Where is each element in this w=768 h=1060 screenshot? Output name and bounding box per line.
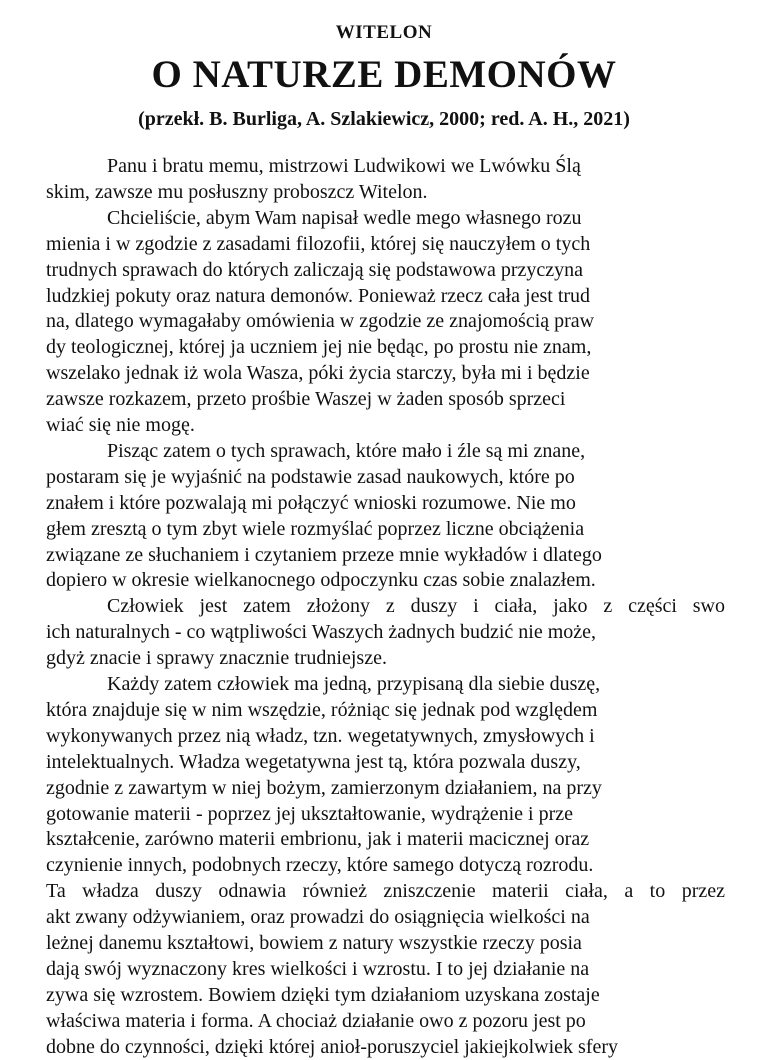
text-line bbox=[0, 749, 768, 775]
text-line bbox=[0, 801, 768, 827]
text-line-content: związane ze słuchaniem i czytaniem przeze mnie wykładów i dlatego bbox=[46, 543, 602, 566]
text-line-content: dopiero w okresie wielkanocnego odpoczynku czas sobie znalazłem. bbox=[46, 569, 596, 592]
text-line-content: zgodnie z zawartym w niej bożym, zamierzonym działaniem, na przy bbox=[46, 776, 602, 799]
text-line-content: dobne do czynności, dzięki której anioł-poruszyciel jakiejkolwiek sfery bbox=[46, 1035, 619, 1058]
text-line bbox=[0, 852, 768, 878]
author-heading: WITELON bbox=[335, 22, 433, 43]
text-line bbox=[0, 257, 768, 283]
text-line bbox=[0, 904, 768, 930]
text-line bbox=[0, 334, 768, 360]
text-line-content: głem zresztą o tym zbyt wiele rozmyślać poprzez liczne obciążenia bbox=[46, 517, 585, 540]
text-line bbox=[0, 775, 768, 801]
text-line-content: leżnej danemu kształtowi, bowiem z natury wszystkie rzeczy posia bbox=[46, 932, 582, 954]
text-line bbox=[0, 1008, 768, 1034]
text-line-content: gdyż znacie i sprawy znacznie trudniejsze. bbox=[46, 647, 387, 670]
text-line bbox=[0, 179, 768, 205]
text-line bbox=[0, 205, 768, 231]
text-line-content: zawsze rozkazem, przeto prośbie Waszej w żaden sposób sprzeci bbox=[46, 388, 566, 411]
text-line bbox=[0, 438, 768, 464]
document-title: O NATURZE DEMONÓW bbox=[151, 53, 617, 96]
text-line bbox=[0, 360, 768, 386]
text-line bbox=[0, 723, 768, 749]
text-line bbox=[0, 464, 768, 490]
text-line-content: Pisząc zatem o tych sprawach, które mało i źle są mi znane, bbox=[107, 439, 586, 462]
text-line-content: zywa się wzrostem. Bowiem dzięki tym działaniom uzyskana zostaje bbox=[46, 983, 600, 1006]
text-line bbox=[0, 412, 768, 438]
text-line-content: Każdy zatem człowiek ma jedną, przypisaną dla siebie duszę, bbox=[107, 673, 601, 695]
text-line bbox=[0, 308, 768, 334]
text-line bbox=[0, 956, 768, 982]
text-line-content: dy teologicznej, której ja uczniem jej nie będąc, po prostu nie znam, bbox=[46, 336, 592, 359]
text-line-content: trudnych sprawach do których zaliczają się podstawowa przyczyna bbox=[46, 258, 584, 281]
text-line bbox=[0, 490, 768, 516]
text-line bbox=[0, 930, 768, 956]
text-line-content: Panu i bratu memu, mistrzowi Ludwikowi we Lwówku Ślą bbox=[107, 155, 581, 177]
text-line bbox=[0, 619, 768, 645]
text-line-content: kształcenie, zarówno materii embrionu, jak i materii macicznej oraz bbox=[46, 828, 590, 851]
text-line bbox=[0, 386, 768, 412]
text-line-content: wiać się nie mogę. bbox=[46, 414, 195, 436]
text-line bbox=[0, 283, 768, 309]
text-line-content: znałem i które pozwalają mi połączyć wnioski rozumowe. Nie mo bbox=[46, 491, 576, 514]
text-line bbox=[0, 153, 768, 179]
text-line-content: wykonywanych przez nią władz, tzn. wegetatywnych, zmysłowych i bbox=[46, 724, 595, 747]
text-line-content: ludzkiej pokuty oraz natura demonów. Ponieważ rzecz cała jest trud bbox=[46, 284, 591, 307]
text-line bbox=[0, 697, 768, 723]
text-line-content: wszelako jednak iż wola Wasza, póki życia starczy, była mi i będzie bbox=[46, 362, 590, 385]
text-line-content: właściwa materia i forma. A chociaż działanie owo z pozoru jest po bbox=[46, 1009, 586, 1032]
text-line-content: ich naturalnych - co wątpliwości Waszych żadnych budzić nie może, bbox=[46, 621, 597, 644]
text-line bbox=[0, 826, 768, 852]
text-line bbox=[0, 1034, 768, 1060]
text-line-content: Człowiek jest zatem złożony z duszy i ciała, jako z części swo bbox=[107, 595, 725, 618]
text-line-content: która znajduje się w nim wszędzie, różniąc się jednak pod względem bbox=[46, 698, 598, 721]
text-line-content: Chcieliście, abym Wam napisał wedle mego własnego rozu bbox=[107, 206, 582, 229]
text-line bbox=[0, 593, 768, 619]
text-line-content: mienia i w zgodzie z zasadami filozofii, której się nauczyłem o tych bbox=[46, 232, 591, 255]
text-line-content: postaram się je wyjaśnić na podstawie zasad naukowych, które po bbox=[46, 465, 575, 488]
text-line-content: skim, zawsze mu posłuszny proboszcz Witelon. bbox=[46, 180, 428, 203]
text-line bbox=[0, 231, 768, 257]
text-line bbox=[0, 567, 768, 593]
text-line bbox=[0, 878, 768, 904]
text-line-content: gotowanie materii - poprzez jej ukształtowanie, wydrążenie i prze bbox=[46, 802, 573, 825]
text-line-content: intelektualnych. Władza wegetatywna jest tą, która pozwala duszy, bbox=[46, 750, 581, 773]
text-line bbox=[0, 516, 768, 542]
text-line bbox=[0, 671, 768, 697]
translation-credits: (przekł. B. Burliga, A. Szlakiewicz, 2000; red. A. H., 2021) bbox=[138, 108, 630, 130]
text-line bbox=[0, 542, 768, 568]
text-line bbox=[0, 982, 768, 1008]
text-line bbox=[0, 645, 768, 671]
text-line-content: Ta władza duszy odnawia również zniszczenie materii ciała, a to przez bbox=[46, 880, 725, 903]
text-line-content: na, dlatego wymagałaby omówienia w zgodzie ze znajomością praw bbox=[46, 310, 595, 333]
text-line-content: czynienie innych, podobnych rzeczy, które samego dotyczą rozrodu. bbox=[46, 854, 594, 877]
text-line-content: dają swój wyznaczony kres wielkości i wzrostu. I to jej działanie na bbox=[46, 957, 590, 980]
text-line-content: akt zwany odżywianiem, oraz prowadzi do osiągnięcia wielkości na bbox=[46, 906, 590, 929]
